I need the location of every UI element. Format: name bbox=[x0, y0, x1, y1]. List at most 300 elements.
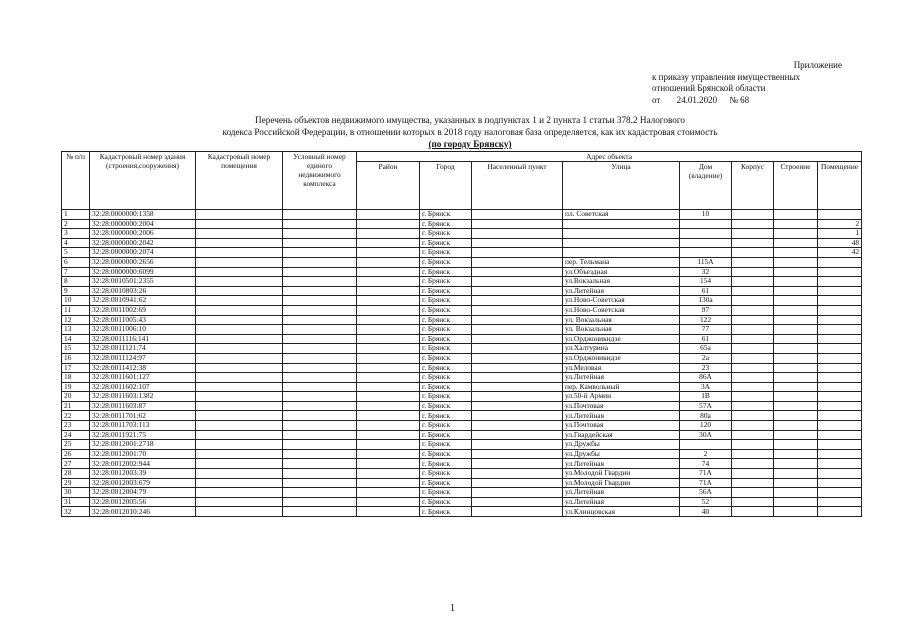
cell-street: ул. Вокзальная bbox=[563, 315, 680, 325]
cell-structure bbox=[774, 469, 818, 479]
cell-room bbox=[818, 488, 862, 498]
cell-district bbox=[357, 392, 420, 402]
cell-building-cadastral-number: 32:28:0012003:39 bbox=[90, 469, 196, 479]
property-register-table bbox=[61, 151, 862, 517]
table-row bbox=[62, 449, 862, 459]
cell-settlement bbox=[472, 334, 563, 344]
cell-room bbox=[818, 267, 862, 277]
header-building-cadastral: Кадастровый номер здания (строения,сооружения) bbox=[90, 152, 196, 210]
header-house: Дом (владение) bbox=[680, 162, 732, 210]
cell-complex-number bbox=[283, 248, 357, 258]
cell-room bbox=[818, 353, 862, 363]
cell-room bbox=[818, 421, 862, 431]
cell-row-number: 32 bbox=[62, 507, 90, 517]
cell-house: 71А bbox=[680, 478, 732, 488]
cell-settlement bbox=[472, 286, 563, 296]
cell-house bbox=[680, 238, 732, 248]
cell-building-cadastral-number: 32:28:0000000:1358 bbox=[90, 210, 196, 220]
cell-settlement bbox=[472, 373, 563, 383]
cell-city: г. Брянск bbox=[420, 334, 472, 344]
cell-room bbox=[818, 507, 862, 517]
cell-korpus bbox=[732, 401, 774, 411]
cell-structure bbox=[774, 497, 818, 507]
cell-complex-number bbox=[283, 219, 357, 229]
cell-room bbox=[818, 392, 862, 402]
cell-district bbox=[357, 469, 420, 479]
cell-district bbox=[357, 497, 420, 507]
cell-structure bbox=[774, 411, 818, 421]
table-row bbox=[62, 238, 862, 248]
cell-korpus bbox=[732, 315, 774, 325]
cell-street: ул.Ново-Советская bbox=[563, 296, 680, 306]
cell-complex-number bbox=[283, 286, 357, 296]
cell-building-cadastral-number: 32:28:0000000:2074 bbox=[90, 248, 196, 258]
cell-room bbox=[818, 440, 862, 450]
cell-korpus bbox=[732, 305, 774, 315]
cell-building-cadastral-number: 32:28:0012001:2718 bbox=[90, 440, 196, 450]
cell-structure bbox=[774, 334, 818, 344]
cell-house bbox=[680, 229, 732, 239]
cell-city: г. Брянск bbox=[420, 210, 472, 220]
table-row bbox=[62, 430, 862, 440]
cell-korpus bbox=[732, 334, 774, 344]
cell-house: 61 bbox=[680, 286, 732, 296]
cell-settlement bbox=[472, 507, 563, 517]
cell-district bbox=[357, 277, 420, 287]
header-district: Район bbox=[357, 162, 420, 210]
cell-street bbox=[563, 219, 680, 229]
cell-district bbox=[357, 411, 420, 421]
cell-korpus bbox=[732, 459, 774, 469]
cell-district bbox=[357, 344, 420, 354]
cell-building-cadastral-number: 32:28:0011005:43 bbox=[90, 315, 196, 325]
cell-building-cadastral-number: 32:28:0010941:62 bbox=[90, 296, 196, 306]
table-row bbox=[62, 334, 862, 344]
cell-settlement bbox=[472, 277, 563, 287]
table-row bbox=[62, 392, 862, 402]
cell-settlement bbox=[472, 430, 563, 440]
cell-complex-number bbox=[283, 267, 357, 277]
cell-korpus bbox=[732, 478, 774, 488]
cell-building-cadastral-number: 32:28:0011116:141 bbox=[90, 334, 196, 344]
cell-street: ул.Литейная bbox=[563, 488, 680, 498]
cell-premises-cadastral-number bbox=[196, 315, 283, 325]
cell-room bbox=[818, 373, 862, 383]
cell-complex-number bbox=[283, 507, 357, 517]
title-line-1: Перечень объектов недвижимого имущества, указанных в подпунктах 1 и 2 пункта 1 статьи 378.2 Налогового bbox=[255, 115, 685, 125]
table-row bbox=[62, 440, 862, 450]
cell-structure bbox=[774, 373, 818, 383]
date-prefix: от bbox=[652, 94, 661, 105]
cell-building-cadastral-number: 32:28:0000000:2006 bbox=[90, 229, 196, 239]
cell-street: ул.Молодой Гвардии bbox=[563, 478, 680, 488]
cell-district bbox=[357, 267, 420, 277]
cell-settlement bbox=[472, 440, 563, 450]
cell-row-number: 2 bbox=[62, 219, 90, 229]
cell-structure bbox=[774, 507, 818, 517]
cell-house: 130а bbox=[680, 296, 732, 306]
cell-room bbox=[818, 315, 862, 325]
header-complex-number: Условный номер единого недвижимого комплекса bbox=[283, 152, 357, 210]
cell-room bbox=[818, 257, 862, 267]
cell-complex-number bbox=[283, 497, 357, 507]
cell-structure bbox=[774, 277, 818, 287]
cell-building-cadastral-number: 32:28:0000000:2004 bbox=[90, 219, 196, 229]
cell-settlement bbox=[472, 469, 563, 479]
cell-complex-number bbox=[283, 229, 357, 239]
cell-row-number: 31 bbox=[62, 497, 90, 507]
cell-street: ул.Литейная bbox=[563, 411, 680, 421]
cell-building-cadastral-number: 32:28:0011703:113 bbox=[90, 421, 196, 431]
cell-district bbox=[357, 459, 420, 469]
cell-building-cadastral-number: 32:28:0011603:87 bbox=[90, 401, 196, 411]
cell-district bbox=[357, 325, 420, 335]
cell-row-number: 8 bbox=[62, 277, 90, 287]
cell-city: г. Брянск bbox=[420, 382, 472, 392]
cell-structure bbox=[774, 449, 818, 459]
cell-row-number: 28 bbox=[62, 469, 90, 479]
cell-korpus bbox=[732, 286, 774, 296]
cell-korpus bbox=[732, 411, 774, 421]
cell-row-number: 10 bbox=[62, 296, 90, 306]
cell-structure bbox=[774, 478, 818, 488]
cell-row-number: 6 bbox=[62, 257, 90, 267]
cell-street: ул.Дружбы bbox=[563, 440, 680, 450]
cell-room bbox=[818, 363, 862, 373]
cell-row-number: 1 bbox=[62, 210, 90, 220]
register-body bbox=[62, 210, 862, 517]
cell-street: ул.Вокзальная bbox=[563, 277, 680, 287]
table-row bbox=[62, 478, 862, 488]
cell-complex-number bbox=[283, 449, 357, 459]
cell-korpus bbox=[732, 363, 774, 373]
cell-structure bbox=[774, 401, 818, 411]
cell-settlement bbox=[472, 363, 563, 373]
header-city: Город bbox=[420, 162, 472, 210]
table-row bbox=[62, 286, 862, 296]
cell-street: ул.Объездная bbox=[563, 267, 680, 277]
cell-house: 23 bbox=[680, 363, 732, 373]
cell-premises-cadastral-number bbox=[196, 478, 283, 488]
cell-structure bbox=[774, 296, 818, 306]
table-row bbox=[62, 488, 862, 498]
cell-room: 48 bbox=[818, 238, 862, 248]
cell-house: 32 bbox=[680, 267, 732, 277]
cell-korpus bbox=[732, 421, 774, 431]
cell-structure bbox=[774, 488, 818, 498]
cell-house bbox=[680, 219, 732, 229]
cell-korpus bbox=[732, 507, 774, 517]
cell-settlement bbox=[472, 392, 563, 402]
cell-korpus bbox=[732, 373, 774, 383]
cell-city: г. Брянск bbox=[420, 507, 472, 517]
cell-room: 1 bbox=[818, 229, 862, 239]
cell-complex-number bbox=[283, 401, 357, 411]
cell-structure bbox=[774, 382, 818, 392]
cell-house: 97 bbox=[680, 305, 732, 315]
cell-room bbox=[818, 401, 862, 411]
cell-korpus bbox=[732, 277, 774, 287]
cell-structure bbox=[774, 325, 818, 335]
cell-building-cadastral-number: 32:28:0012010:246 bbox=[90, 507, 196, 517]
title-line-3: (по городу Брянску) bbox=[428, 139, 512, 149]
cell-city: г. Брянск bbox=[420, 305, 472, 315]
cell-structure bbox=[774, 229, 818, 239]
cell-district bbox=[357, 440, 420, 450]
table-row bbox=[62, 315, 862, 325]
cell-premises-cadastral-number bbox=[196, 296, 283, 306]
cell-premises-cadastral-number bbox=[196, 238, 283, 248]
cell-complex-number bbox=[283, 353, 357, 363]
cell-house: 3А bbox=[680, 382, 732, 392]
cell-district bbox=[357, 488, 420, 498]
cell-structure bbox=[774, 459, 818, 469]
cell-premises-cadastral-number bbox=[196, 469, 283, 479]
cell-row-number: 13 bbox=[62, 325, 90, 335]
cell-row-number: 25 bbox=[62, 440, 90, 450]
cell-house: 57А bbox=[680, 401, 732, 411]
cell-building-cadastral-number: 32:28:0011701:62 bbox=[90, 411, 196, 421]
table-row bbox=[62, 344, 862, 354]
cell-settlement bbox=[472, 497, 563, 507]
cell-room bbox=[818, 478, 862, 488]
table-row bbox=[62, 257, 862, 267]
cell-building-cadastral-number: 32:28:0011121:74 bbox=[90, 344, 196, 354]
cell-city: г. Брянск bbox=[420, 497, 472, 507]
cell-structure bbox=[774, 353, 818, 363]
table-row bbox=[62, 421, 862, 431]
cell-house: 71А bbox=[680, 469, 732, 479]
cell-house: 115А bbox=[680, 257, 732, 267]
cell-district bbox=[357, 210, 420, 220]
cell-building-cadastral-number: 32:28:0012002:944 bbox=[90, 459, 196, 469]
cell-row-number: 15 bbox=[62, 344, 90, 354]
cell-complex-number bbox=[283, 488, 357, 498]
table-row bbox=[62, 411, 862, 421]
cell-complex-number bbox=[283, 392, 357, 402]
cell-premises-cadastral-number bbox=[196, 440, 283, 450]
cell-room bbox=[818, 469, 862, 479]
cell-premises-cadastral-number bbox=[196, 363, 283, 373]
cell-settlement bbox=[472, 305, 563, 315]
cell-complex-number bbox=[283, 382, 357, 392]
cell-street bbox=[563, 229, 680, 239]
cell-house: 122 bbox=[680, 315, 732, 325]
table-row bbox=[62, 363, 862, 373]
appendix-header bbox=[652, 60, 842, 106]
cell-row-number: 12 bbox=[62, 315, 90, 325]
cell-house: 56А bbox=[680, 488, 732, 498]
cell-row-number: 30 bbox=[62, 488, 90, 498]
page-number: 1 bbox=[449, 602, 456, 614]
cell-row-number: 24 bbox=[62, 430, 90, 440]
cell-complex-number bbox=[283, 469, 357, 479]
cell-settlement bbox=[472, 344, 563, 354]
cell-street: пер. Камвольный bbox=[563, 382, 680, 392]
cell-city: г. Брянск bbox=[420, 430, 472, 440]
cell-row-number: 29 bbox=[62, 478, 90, 488]
table-row bbox=[62, 296, 862, 306]
cell-structure bbox=[774, 315, 818, 325]
table-row bbox=[62, 267, 862, 277]
order-number: № 68 bbox=[729, 94, 750, 105]
cell-district bbox=[357, 334, 420, 344]
cell-settlement bbox=[472, 315, 563, 325]
cell-street: пер. Тельмана bbox=[563, 257, 680, 267]
cell-street: ул.50-й Армии bbox=[563, 392, 680, 402]
cell-room bbox=[818, 325, 862, 335]
cell-house: 86А bbox=[680, 373, 732, 383]
cell-premises-cadastral-number bbox=[196, 507, 283, 517]
cell-premises-cadastral-number bbox=[196, 219, 283, 229]
cell-building-cadastral-number: 32:28:0011412:38 bbox=[90, 363, 196, 373]
cell-korpus bbox=[732, 325, 774, 335]
cell-settlement bbox=[472, 353, 563, 363]
cell-building-cadastral-number: 32:28:0012001:70 bbox=[90, 449, 196, 459]
table-row bbox=[62, 248, 862, 258]
cell-building-cadastral-number: 32:28:0000000:6099 bbox=[90, 267, 196, 277]
cell-premises-cadastral-number bbox=[196, 449, 283, 459]
cell-row-number: 22 bbox=[62, 411, 90, 421]
cell-structure bbox=[774, 210, 818, 220]
cell-complex-number bbox=[283, 430, 357, 440]
cell-street: ул.Литейная bbox=[563, 286, 680, 296]
cell-korpus bbox=[732, 392, 774, 402]
cell-complex-number bbox=[283, 334, 357, 344]
table-row bbox=[62, 210, 862, 220]
cell-house: 52 bbox=[680, 497, 732, 507]
cell-korpus bbox=[732, 219, 774, 229]
cell-street: ул.Гвардейская bbox=[563, 430, 680, 440]
cell-korpus bbox=[732, 210, 774, 220]
cell-house: 65а bbox=[680, 344, 732, 354]
cell-premises-cadastral-number bbox=[196, 459, 283, 469]
cell-structure bbox=[774, 430, 818, 440]
cell-street: ул.Литейная bbox=[563, 497, 680, 507]
cell-premises-cadastral-number bbox=[196, 430, 283, 440]
cell-premises-cadastral-number bbox=[196, 248, 283, 258]
table-row bbox=[62, 507, 862, 517]
cell-complex-number bbox=[283, 296, 357, 306]
cell-district bbox=[357, 478, 420, 488]
cell-house bbox=[680, 248, 732, 258]
cell-district bbox=[357, 373, 420, 383]
cell-structure bbox=[774, 238, 818, 248]
cell-complex-number bbox=[283, 459, 357, 469]
cell-house: 61 bbox=[680, 334, 732, 344]
cell-city: г. Брянск bbox=[420, 238, 472, 248]
cell-room bbox=[818, 296, 862, 306]
cell-settlement bbox=[472, 459, 563, 469]
cell-room bbox=[818, 411, 862, 421]
cell-city: г. Брянск bbox=[420, 421, 472, 431]
cell-room bbox=[818, 344, 862, 354]
cell-district bbox=[357, 430, 420, 440]
cell-settlement bbox=[472, 248, 563, 258]
cell-korpus bbox=[732, 344, 774, 354]
cell-korpus bbox=[732, 382, 774, 392]
cell-district bbox=[357, 286, 420, 296]
cell-korpus bbox=[732, 430, 774, 440]
cell-complex-number bbox=[283, 440, 357, 450]
table-row bbox=[62, 373, 862, 383]
cell-district bbox=[357, 315, 420, 325]
cell-complex-number bbox=[283, 257, 357, 267]
cell-street bbox=[563, 238, 680, 248]
cell-house bbox=[680, 440, 732, 450]
cell-city: г. Брянск bbox=[420, 248, 472, 258]
cell-city: г. Брянск bbox=[420, 325, 472, 335]
cell-district bbox=[357, 305, 420, 315]
cell-premises-cadastral-number bbox=[196, 401, 283, 411]
cell-premises-cadastral-number bbox=[196, 421, 283, 431]
appendix-label: Приложение bbox=[793, 60, 842, 70]
cell-street: ул.Молодой Гвардии bbox=[563, 469, 680, 479]
cell-building-cadastral-number: 32:28:0011602:107 bbox=[90, 382, 196, 392]
cell-settlement bbox=[472, 449, 563, 459]
cell-premises-cadastral-number bbox=[196, 286, 283, 296]
header-room: Помещение bbox=[818, 162, 862, 210]
cell-building-cadastral-number: 32:28:0011006:10 bbox=[90, 325, 196, 335]
cell-room bbox=[818, 459, 862, 469]
cell-row-number: 19 bbox=[62, 382, 90, 392]
cell-city: г. Брянск bbox=[420, 392, 472, 402]
header-address-group: Адрес объекта bbox=[357, 152, 862, 162]
cell-building-cadastral-number: 32:28:0010803:26 bbox=[90, 286, 196, 296]
cell-room bbox=[818, 210, 862, 220]
cell-district bbox=[357, 401, 420, 411]
cell-premises-cadastral-number bbox=[196, 257, 283, 267]
cell-structure bbox=[774, 344, 818, 354]
cell-room bbox=[818, 277, 862, 287]
cell-city: г. Брянск bbox=[420, 449, 472, 459]
cell-settlement bbox=[472, 296, 563, 306]
cell-complex-number bbox=[283, 373, 357, 383]
appendix-authority-line: отношений Брянской области bbox=[652, 83, 766, 93]
cell-complex-number bbox=[283, 238, 357, 248]
cell-district bbox=[357, 449, 420, 459]
cell-building-cadastral-number: 32:28:0012003:679 bbox=[90, 478, 196, 488]
cell-room bbox=[818, 334, 862, 344]
cell-settlement bbox=[472, 219, 563, 229]
cell-street: ул.Орджоникидзе bbox=[563, 334, 680, 344]
cell-room bbox=[818, 430, 862, 440]
cell-settlement bbox=[472, 325, 563, 335]
cell-korpus bbox=[732, 257, 774, 267]
table-row bbox=[62, 497, 862, 507]
cell-room bbox=[818, 497, 862, 507]
cell-settlement bbox=[472, 229, 563, 239]
cell-complex-number bbox=[283, 363, 357, 373]
cell-district bbox=[357, 363, 420, 373]
cell-structure bbox=[774, 440, 818, 450]
cell-house: 40 bbox=[680, 507, 732, 517]
cell-korpus bbox=[732, 488, 774, 498]
cell-premises-cadastral-number bbox=[196, 325, 283, 335]
cell-complex-number bbox=[283, 421, 357, 431]
cell-street: ул.Меловая bbox=[563, 363, 680, 373]
cell-premises-cadastral-number bbox=[196, 267, 283, 277]
cell-district bbox=[357, 507, 420, 517]
cell-complex-number bbox=[283, 411, 357, 421]
cell-house: 154 bbox=[680, 277, 732, 287]
cell-house: 2а bbox=[680, 353, 732, 363]
cell-room bbox=[818, 449, 862, 459]
cell-settlement bbox=[472, 210, 563, 220]
cell-house: 30А bbox=[680, 430, 732, 440]
cell-row-number: 27 bbox=[62, 459, 90, 469]
cell-city: г. Брянск bbox=[420, 373, 472, 383]
